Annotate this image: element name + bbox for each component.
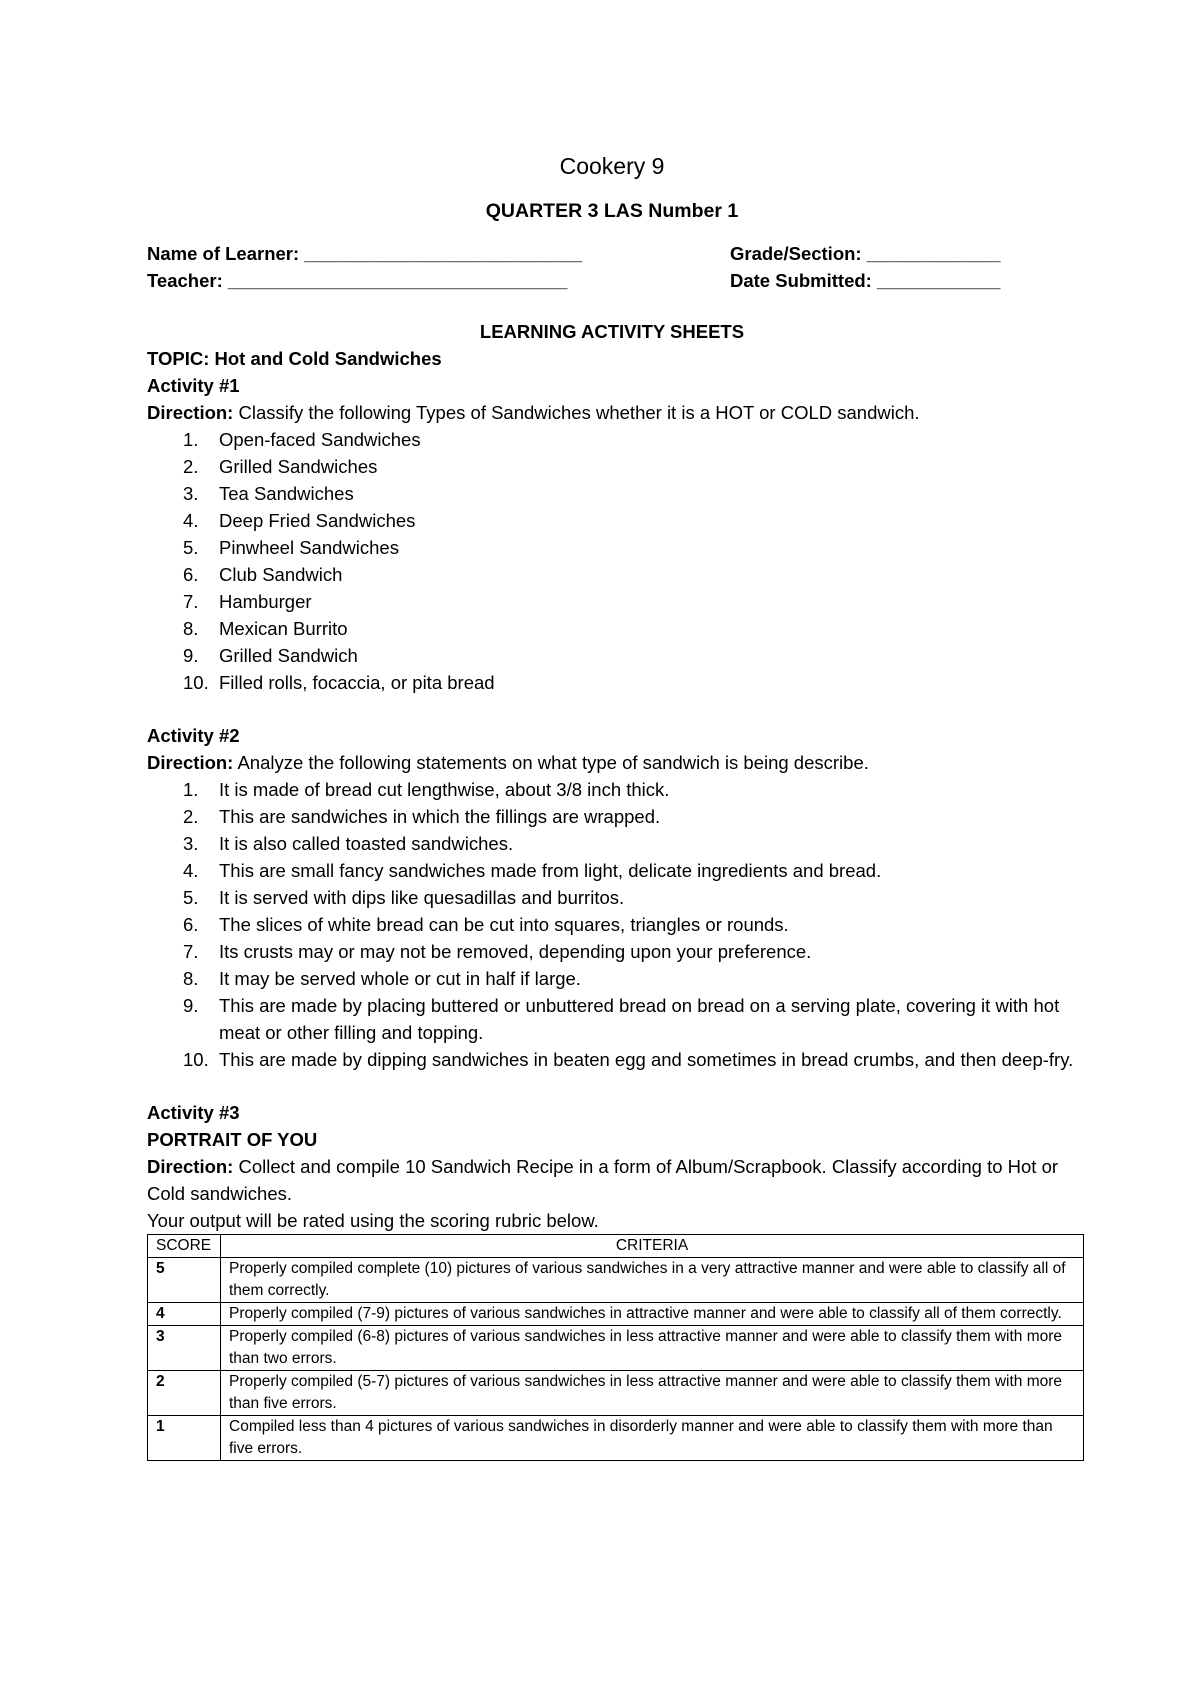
date-submitted-field: Date Submitted: ____________: [730, 270, 1001, 291]
list-item: [147, 992, 1077, 1046]
document-content: [147, 150, 1077, 1461]
activity2-direction-text: Analyze the following statements on what type of sandwich is being describe.: [233, 752, 869, 773]
sheet-heading: LEARNING ACTIVITY SHEETS: [479, 321, 745, 342]
list-item: [147, 803, 1077, 830]
activity3-direction-text: Collect and compile 10 Sandwich Recipe in a form of Album/Scrapbook. Classify according to Hot or Cold sandwiches.: [147, 1156, 1059, 1204]
table-row: [148, 1326, 1084, 1371]
grade-section-field: Grade/Section: _____________: [730, 243, 1001, 264]
criteria-cell: Properly compiled (7-9) pictures of various sandwiches in attractive manner and were able to classify all of them correctly.: [221, 1303, 1084, 1326]
learner-name-field: Name of Learner: ___________________________: [147, 243, 583, 264]
list-item-number: 7.: [183, 941, 199, 962]
list-item: [147, 884, 1077, 911]
activity2-direction-label: Direction:: [147, 752, 234, 773]
list-item-text: Filled rolls, focaccia, or pita bread: [219, 672, 495, 693]
list-item-number: 4.: [183, 510, 199, 531]
learner-info-block: [147, 240, 1077, 296]
list-item-text: Its crusts may or may not be removed, depending upon your preference.: [219, 941, 812, 962]
document-title: Cookery 9: [559, 153, 665, 179]
list-item-number: 9.: [183, 995, 199, 1016]
activity3-direction: [147, 1153, 1077, 1207]
table-row: [148, 1258, 1084, 1303]
list-item-text: Tea Sandwiches: [219, 483, 354, 504]
list-item-text: It may be served whole or cut in half if large.: [219, 968, 581, 989]
list-item-number: 1.: [183, 779, 199, 800]
document-subtitle: QUARTER 3 LAS Number 1: [485, 200, 739, 222]
table-header-row: [148, 1235, 1084, 1258]
criteria-cell: Properly compiled complete (10) pictures of various sandwiches in a very attractive manner and were able to classify all of them correctly.: [221, 1258, 1084, 1303]
list-item: [147, 776, 1077, 803]
list-item-text: Club Sandwich: [219, 564, 343, 585]
teacher-field: Teacher: _________________________________: [147, 270, 568, 291]
list-item-number: 9.: [183, 645, 199, 666]
activity1-direction: [147, 399, 1077, 426]
table-row: [148, 1303, 1084, 1326]
score-column-header: SCORE: [148, 1235, 221, 1258]
list-item-number: 4.: [183, 860, 199, 881]
criteria-cell: Properly compiled (5-7) pictures of various sandwiches in less attractive manner and were able to classify them with more than five errors.: [221, 1371, 1084, 1416]
table-row: [148, 1416, 1084, 1461]
list-item: [147, 588, 1077, 615]
list-item-number: 3.: [183, 483, 199, 504]
section-spacer: [147, 696, 1077, 722]
score-cell: 1: [148, 1416, 221, 1461]
list-item-text: Open-faced Sandwiches: [219, 429, 421, 450]
criteria-cell: Compiled less than 4 pictures of various sandwiches in disorderly manner and were able to classify them with more than five errors.: [221, 1416, 1084, 1461]
list-item-text: Hamburger: [219, 591, 312, 612]
list-item: [147, 615, 1077, 642]
list-item: [147, 561, 1077, 588]
list-item-text: Mexican Burrito: [219, 618, 348, 639]
score-cell: 3: [148, 1326, 221, 1371]
list-item-text: It is served with dips like quesadillas and burritos.: [219, 887, 625, 908]
activity3-subtitle: PORTRAIT OF YOU: [147, 1129, 318, 1150]
score-cell: 5: [148, 1258, 221, 1303]
activity1-direction-text: Classify the following Types of Sandwiches whether it is a HOT or COLD sandwich.: [233, 402, 920, 423]
section-spacer: [147, 1073, 1077, 1099]
list-item-number: 10.: [183, 1049, 209, 1070]
list-item: [147, 453, 1077, 480]
topic-heading: TOPIC: Hot and Cold Sandwiches: [147, 348, 442, 369]
list-item: [147, 965, 1077, 992]
list-item-text: This are made by placing buttered or unbuttered bread on bread on a serving plate, covering it with hot meat or other filling and topping.: [219, 995, 1060, 1043]
list-item-number: 7.: [183, 591, 199, 612]
list-item: [147, 426, 1077, 453]
criteria-cell: Properly compiled (6-8) pictures of various sandwiches in less attractive manner and were able to classify them with more than two errors.: [221, 1326, 1084, 1371]
list-item-text: It is made of bread cut lengthwise, about 3/8 inch thick.: [219, 779, 670, 800]
list-item: [147, 857, 1077, 884]
list-item-text: Deep Fried Sandwiches: [219, 510, 416, 531]
score-cell: 4: [148, 1303, 221, 1326]
list-item-text: Grilled Sandwiches: [219, 456, 378, 477]
activity2-list: [147, 776, 1077, 1073]
activity2-title: Activity #2: [147, 725, 240, 746]
list-item: [147, 938, 1077, 965]
list-item-number: 10.: [183, 672, 209, 693]
list-item-text: This are sandwiches in which the fillings are wrapped.: [219, 806, 661, 827]
list-item-text: Pinwheel Sandwiches: [219, 537, 399, 558]
list-item-number: 5.: [183, 537, 199, 558]
activity1-list: [147, 426, 1077, 696]
list-item-number: 2.: [183, 456, 199, 477]
list-item: [147, 534, 1077, 561]
list-item-text: Grilled Sandwich: [219, 645, 358, 666]
criteria-column-header: CRITERIA: [221, 1235, 1084, 1258]
list-item-number: 8.: [183, 618, 199, 639]
list-item-text: The slices of white bread can be cut into squares, triangles or rounds.: [219, 914, 789, 935]
list-item-number: 8.: [183, 968, 199, 989]
scoring-rubric-table: [147, 1234, 1084, 1461]
learner-info-row-1: [147, 240, 1077, 268]
list-item: [147, 830, 1077, 857]
list-item-number: 6.: [183, 914, 199, 935]
rubric-note: Your output will be rated using the scoring rubric below.: [147, 1210, 599, 1231]
list-item-text: This are small fancy sandwiches made from light, delicate ingredients and bread.: [219, 860, 882, 881]
list-item-number: 1.: [183, 429, 199, 450]
list-item-number: 3.: [183, 833, 199, 854]
list-item: [147, 1046, 1077, 1073]
activity1-title: Activity #1: [147, 375, 240, 396]
list-item-number: 5.: [183, 887, 199, 908]
learner-info-row-2: [147, 267, 1077, 295]
list-item: [147, 480, 1077, 507]
activity3-direction-label: Direction:: [147, 1156, 234, 1177]
list-item: [147, 507, 1077, 534]
list-item: [147, 669, 1077, 696]
list-item-number: 6.: [183, 564, 199, 585]
list-item: [147, 911, 1077, 938]
table-row: [148, 1371, 1084, 1416]
activity2-direction: [147, 749, 1077, 776]
activity3-title: Activity #3: [147, 1102, 240, 1123]
list-item-text: This are made by dipping sandwiches in beaten egg and sometimes in bread crumbs, and then deep-fry.: [219, 1049, 1074, 1070]
list-item-text: It is also called toasted sandwiches.: [219, 833, 514, 854]
list-item: [147, 642, 1077, 669]
activity1-direction-label: Direction:: [147, 402, 234, 423]
score-cell: 2: [148, 1371, 221, 1416]
list-item-number: 2.: [183, 806, 199, 827]
